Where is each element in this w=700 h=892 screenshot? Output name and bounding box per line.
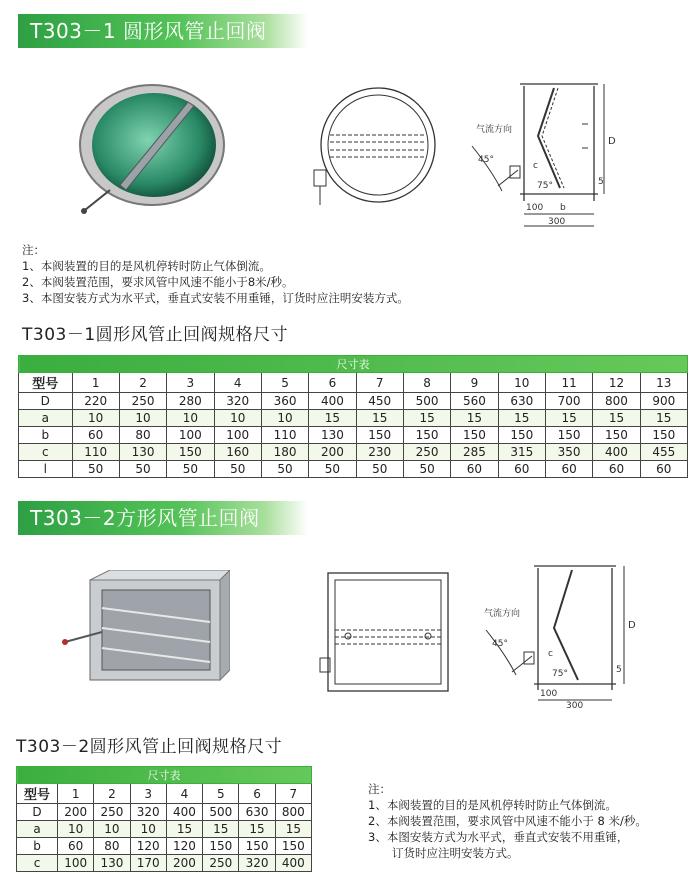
table-cell: 320 [214, 393, 261, 410]
table-cell: 250 [403, 444, 450, 461]
table-cell: 15 [403, 410, 450, 427]
table-cell: 60 [58, 838, 94, 855]
table-cell: 60 [498, 461, 545, 478]
table-cell: 50 [214, 461, 261, 478]
table-cell: 285 [451, 444, 498, 461]
table-cell: 15 [166, 821, 202, 838]
table-header-cell: 4 [214, 373, 261, 393]
table-row [17, 855, 312, 872]
note-line: 注： [22, 243, 45, 257]
table-row [19, 410, 688, 427]
table-cell: 120 [130, 838, 166, 855]
table-row [17, 821, 312, 838]
table-cell: 250 [203, 855, 239, 872]
table-header-cell: 2 [119, 373, 166, 393]
table-header-cell: 13 [640, 373, 687, 393]
table-cell: 180 [261, 444, 308, 461]
table-cell: 50 [356, 461, 403, 478]
row-label: a [17, 821, 58, 838]
angle45-label-1: 45° [478, 155, 494, 165]
five-label-2: 5 [616, 665, 622, 675]
table-cell: 100 [214, 427, 261, 444]
round-valve-side-drawing [462, 76, 632, 236]
table-cell: 150 [403, 427, 450, 444]
table-cell: 700 [545, 393, 592, 410]
table-cell: 150 [203, 838, 239, 855]
table-cell: 200 [58, 804, 94, 821]
round-valve-front-drawing [306, 80, 446, 215]
table-cell: 200 [166, 855, 202, 872]
table-cell: 10 [94, 821, 130, 838]
table-cell: 15 [451, 410, 498, 427]
note-line: 1、本阀装置的目的是风机停转时防止气体倒流。 [368, 798, 617, 812]
table-row [19, 461, 688, 478]
angle45-label-2: 45° [492, 639, 508, 649]
hundred-label-1: 100 [526, 203, 544, 213]
d-label-1: D [608, 136, 616, 147]
table-cell: 150 [545, 427, 592, 444]
table-header-cell: 2 [94, 784, 130, 804]
table-cell: 120 [166, 838, 202, 855]
table-header-cell: 6 [309, 373, 356, 393]
section2-title-banner [18, 501, 308, 535]
c-label-2: c [548, 649, 553, 659]
table-cell: 150 [640, 427, 687, 444]
table-cell: 60 [593, 461, 640, 478]
table-header-cell: 型号 [17, 784, 58, 804]
table-row [19, 393, 688, 410]
table-header-cell: 10 [498, 373, 545, 393]
table-header-cell: 3 [130, 784, 166, 804]
table-cell: 150 [239, 838, 275, 855]
note-line: 注： [368, 782, 391, 796]
table-header-cell: 7 [275, 784, 311, 804]
section2-notes [368, 781, 647, 861]
table-cell: 10 [72, 410, 119, 427]
section1-title: T303－1 圆形风管止回阀 [30, 19, 267, 43]
table-cell: 110 [261, 427, 308, 444]
table-cell: 15 [593, 410, 640, 427]
table-cell: 60 [640, 461, 687, 478]
table-cell: 350 [545, 444, 592, 461]
row-label: c [19, 444, 73, 461]
row-label: a [19, 410, 73, 427]
table-header-cell: 9 [451, 373, 498, 393]
table-cell: 200 [309, 444, 356, 461]
angle75-label-2: 75° [552, 669, 568, 679]
table-cell: 400 [309, 393, 356, 410]
table-cell: 15 [309, 410, 356, 427]
table-cell: 315 [498, 444, 545, 461]
row-label: b [19, 427, 73, 444]
table-header-cell: 12 [593, 373, 640, 393]
square-valve-side-drawing [474, 560, 644, 710]
row-label: b [17, 838, 58, 855]
table-header-cell: 型号 [19, 373, 73, 393]
table-header-cell: 1 [72, 373, 119, 393]
table-cell: 150 [451, 427, 498, 444]
table-cell: 455 [640, 444, 687, 461]
table-cell: 150 [593, 427, 640, 444]
table-cell: 10 [130, 821, 166, 838]
table-caption: 尺寸表 [17, 767, 312, 784]
table-cell: 630 [498, 393, 545, 410]
table-header-cell: 7 [356, 373, 403, 393]
table-cell: 220 [72, 393, 119, 410]
airflow-label-1: 气流方向 [476, 125, 513, 135]
row-label: D [19, 393, 73, 410]
table-cell: 800 [275, 804, 311, 821]
note-line: 订货时应注明安装方式。 [392, 846, 519, 860]
angle75-label-1: 75° [537, 181, 553, 191]
table-cell: 170 [130, 855, 166, 872]
table-cell: 15 [498, 410, 545, 427]
table-cell: 15 [356, 410, 403, 427]
table-cell: 15 [275, 821, 311, 838]
table-cell: 100 [58, 855, 94, 872]
table-header-row [19, 373, 688, 393]
d-label-2: D [628, 620, 636, 631]
table-cell: 10 [261, 410, 308, 427]
row-label: D [17, 804, 58, 821]
note-line: 1、本阀装置的目的是风机停转时防止气体倒流。 [22, 259, 271, 273]
table-cell: 130 [94, 855, 130, 872]
section2-title: T303－2方形风管止回阀 [30, 506, 260, 530]
table-cell: 230 [356, 444, 403, 461]
table-cell: 500 [203, 804, 239, 821]
section1-spec-table [18, 355, 688, 478]
table-row [17, 804, 312, 821]
table-cell: 80 [119, 427, 166, 444]
section1-table-title: T303－1圆形风管止回阀规格尺寸 [22, 325, 289, 345]
table-cell: 60 [451, 461, 498, 478]
table-cell: 10 [214, 410, 261, 427]
table-cell: 15 [239, 821, 275, 838]
table-cell: 50 [72, 461, 119, 478]
note-line: 2、本阀装置范围，要求风管中风速不能小于 8 米/秒。 [368, 814, 647, 828]
c-label-1: c [533, 161, 538, 171]
note-line: 3、本图安装方式为水平式，垂直式安装不用重锤，订货时应注明安装方式。 [22, 291, 409, 305]
table-cell: 15 [545, 410, 592, 427]
table-cell: 800 [593, 393, 640, 410]
table-header-cell: 5 [261, 373, 308, 393]
table-cell: 10 [167, 410, 214, 427]
section1-notes [22, 242, 409, 306]
table-cell: 900 [640, 393, 687, 410]
table-cell: 150 [356, 427, 403, 444]
table-cell: 15 [640, 410, 687, 427]
300-label-2: 300 [566, 701, 584, 710]
table-cell: 50 [167, 461, 214, 478]
table-cell: 360 [261, 393, 308, 410]
airflow-label-2: 气流方向 [484, 609, 521, 619]
five-label-1: 5 [598, 177, 604, 187]
table-cell: 60 [72, 427, 119, 444]
table-cell: 130 [119, 444, 166, 461]
table-header-cell: 11 [545, 373, 592, 393]
round-valve-photo [70, 80, 230, 230]
table-cell: 80 [94, 838, 130, 855]
note-line: 2、本阀装置范围，要求风管中风速不能小于8米/秒。 [22, 275, 294, 289]
table-cell: 100 [167, 427, 214, 444]
row-label: c [17, 855, 58, 872]
table-header-cell: 3 [167, 373, 214, 393]
table-cell: 130 [309, 427, 356, 444]
table-cell: 250 [94, 804, 130, 821]
table-header-cell: 8 [403, 373, 450, 393]
table-cell: 630 [239, 804, 275, 821]
section1-title-banner [18, 14, 308, 48]
table-cell: 150 [275, 838, 311, 855]
300-label-1: 300 [548, 217, 566, 227]
note-line: 3、本图安装方式为水平式，垂直式安装不用重锤， [368, 830, 629, 844]
table-cell: 160 [214, 444, 261, 461]
table-cell: 560 [451, 393, 498, 410]
square-valve-photo [60, 570, 230, 695]
table-cell: 400 [166, 804, 202, 821]
table-cell: 400 [275, 855, 311, 872]
table-cell: 110 [72, 444, 119, 461]
table-cell: 250 [119, 393, 166, 410]
table-header-cell: 6 [239, 784, 275, 804]
table-header-row [17, 784, 312, 804]
table-row [19, 427, 688, 444]
table-cell: 320 [130, 804, 166, 821]
table-cell: 60 [545, 461, 592, 478]
table-cell: 50 [119, 461, 166, 478]
table-cell: 10 [119, 410, 166, 427]
hundred-label-2: 100 [540, 689, 558, 699]
table-cell: 50 [403, 461, 450, 478]
table-cell: 15 [203, 821, 239, 838]
table-header-cell: 1 [58, 784, 94, 804]
table-header-cell: 5 [203, 784, 239, 804]
table-cell: 50 [261, 461, 308, 478]
square-valve-front-drawing [318, 568, 458, 698]
table-cell: 150 [167, 444, 214, 461]
section2-spec-table [16, 766, 312, 872]
section2-table-title: T303－2圆形风管止回阀规格尺寸 [16, 737, 283, 757]
table-cell: 50 [309, 461, 356, 478]
table-row [19, 444, 688, 461]
b-label-1: b [560, 203, 566, 213]
row-label: l [19, 461, 73, 478]
table-cell: 320 [239, 855, 275, 872]
table-cell: 400 [593, 444, 640, 461]
table-caption: 尺寸表 [19, 356, 688, 373]
table-cell: 150 [498, 427, 545, 444]
table-cell: 500 [403, 393, 450, 410]
table-row [17, 838, 312, 855]
table-cell: 10 [58, 821, 94, 838]
table-header-cell: 4 [166, 784, 202, 804]
table-cell: 280 [167, 393, 214, 410]
table-cell: 450 [356, 393, 403, 410]
